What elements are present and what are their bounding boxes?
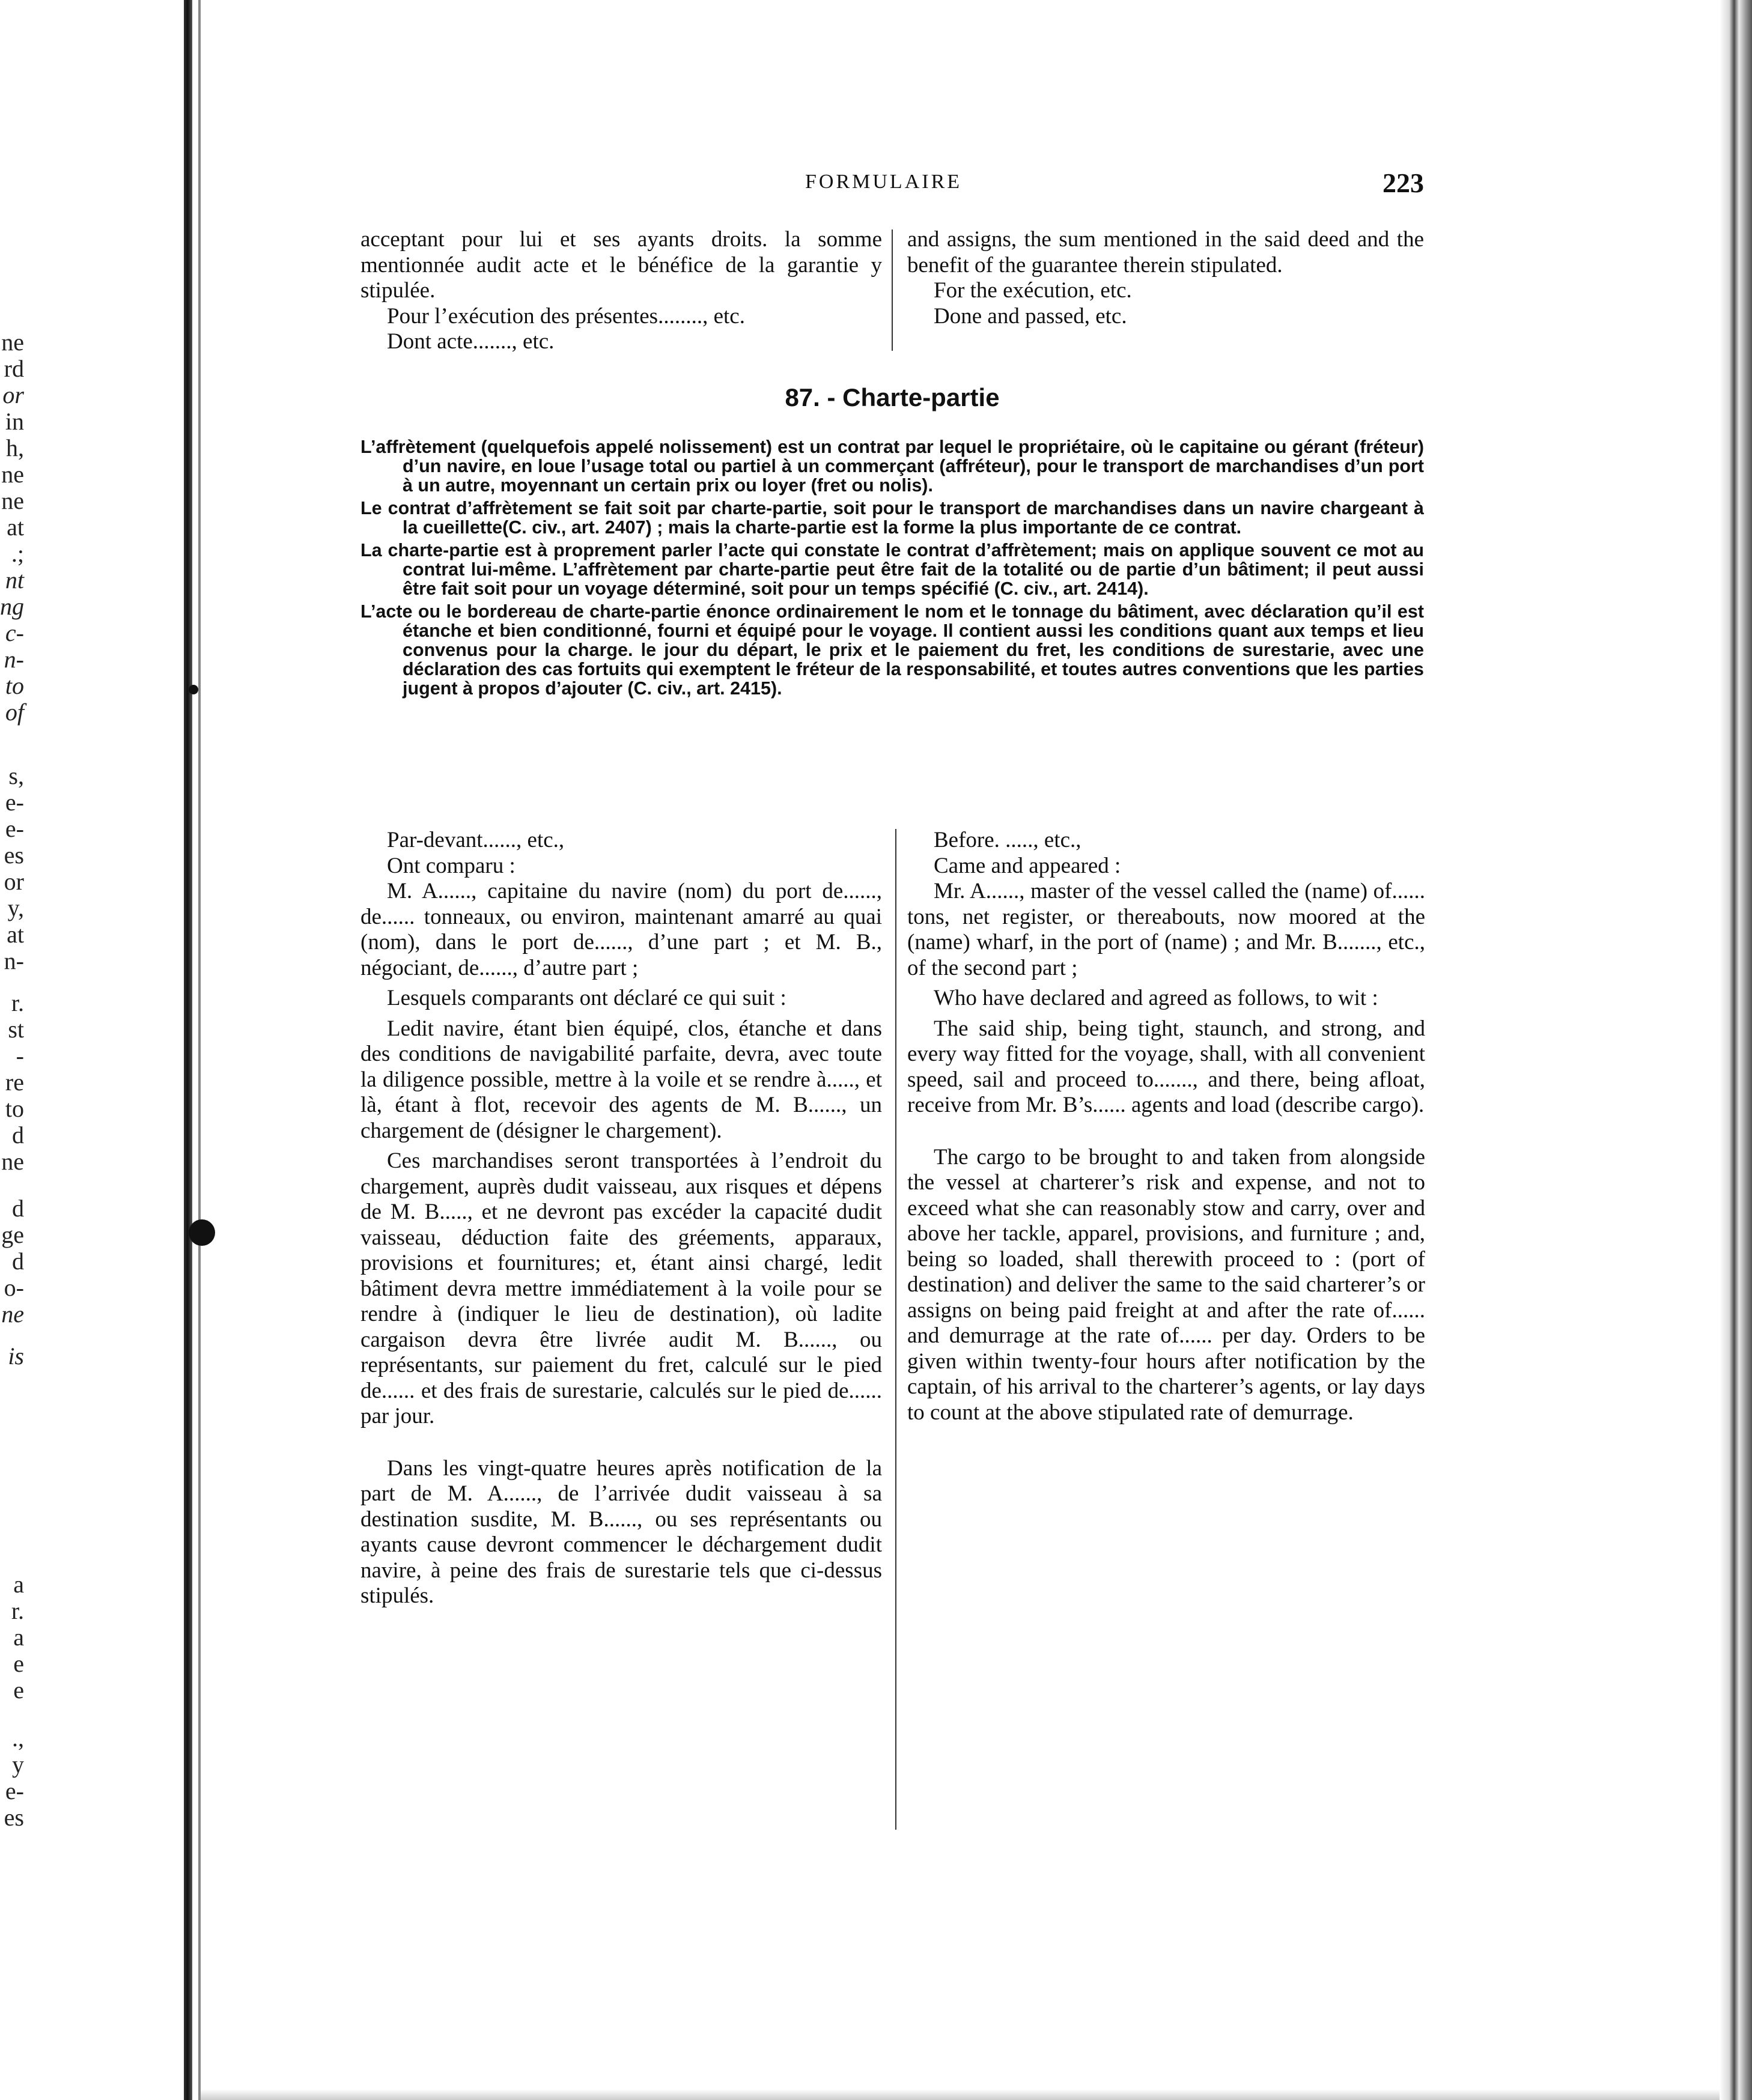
left-margin-fragments-b: s, e- e- es or y, at n-	[4, 762, 24, 974]
page-edge-line	[198, 0, 201, 2100]
top-column-divider	[892, 229, 893, 351]
french-para-6: Ces marchandises seront transportées à l’endroit du chargement, auprès dudit vaisseau, aux risques et dépens de M. B....., et ne devront pas excéder la capacité dudit vaisseau, déduction faite des gréements, apparaux, provisions et fournitures; et, étant ainsi chargé, ledit bâtiment devra mettre immédiatement à la voile pour se rendre à (indiquer le lieu de destination), où ladite cargaison devra être livrée audit M. B......, ou représentants, sur paiement du fret, calculé sur le pied de...... et des frais de surestarie, calculés sur le pied de...... par jour.	[360, 1149, 882, 1428]
english-para-1: Before. ....., etc.,	[934, 828, 1081, 852]
introductory-notes	[360, 437, 1424, 702]
top-english-column	[907, 227, 1424, 329]
english-para-5: The said ship, being tight, staunch, and strong, and every way fitted for the voyage, shall, with all convenient speed, sail and proceed to......., and there, being afloat, receive from Mr. B’s...... agents and load (describe cargo).	[907, 1016, 1425, 1117]
section-number: 87.	[785, 383, 820, 411]
page-header	[360, 168, 1424, 207]
left-margin-fragments-a: ne rd or in h, ne ne at .; nt ng c- n- to of	[0, 329, 24, 726]
form-column-divider	[895, 829, 896, 1830]
top-english-para-3: Done and passed, etc.	[934, 303, 1127, 329]
top-english-para-1: and assigns, the sum mentioned in the said deed and the benefit of the guarantee therein stipulated.	[907, 227, 1424, 278]
french-para-5: Ledit navire, étant bien équipé, clos, étanche et dans des conditions de navigabilité parfaite, devra, avec toute la diligence possible, mettre à la voile et se rendre à....., et là, étant à flot, recevoir des agents de M. B......, un chargement de (désigner le chargement).	[360, 1016, 882, 1143]
english-para-4: Who have declared and agreed as follows, to wit :	[934, 986, 1378, 1010]
top-french-column	[360, 227, 882, 355]
section-title: Charte-partie	[842, 383, 1000, 411]
page-bottom-shadow	[201, 2089, 1720, 2100]
french-para-3: M. A......, capitaine du navire (nom) du port de......, de...... tonneaux, ou environ, maintenant amarré au quai (nom), dans le port de......, d’une part ; et M. B., négociant, de......, d’autre part ;	[360, 879, 882, 980]
left-margin-fragments-d: d ge d o- ne	[1, 1195, 24, 1328]
section-heading: 87. - Charte-partie	[785, 383, 1000, 411]
top-english-para-2: For the exécution, etc.	[934, 278, 1132, 303]
note-paragraph: L’acte ou le bordereau de charte-partie énonce ordinairement le nom et le tonnage du bâtiment, avec déclaration qu’il est étanche et bien conditionné, fourni et équipé pour le voyage. Il contient aussi les conditions quant aux temps et lieu convenus pour la charge. le jour du départ, le prix et le paiement du fret, les conditions de surestarie, avec une déclaration des cas fortuits qui exemptent le fréteur de la responsabilité, et toutes autres conventions que les parties jugent à propos d’ajouter (C. civ., art. 2415).	[360, 601, 1424, 699]
note-paragraph: La charte-partie est à proprement parler l’acte qui constate le contrat d’affrètement; mais on applique souvent ce mot au contrat lui-même. L’affrètement par charte-partie peut être fait de la totalité ou de partie d’un bâtiment; il peut aussi être fait soit pour un voyage déterminé, soit pour un temps spécifié (C. civ., art. 2414).	[360, 540, 1424, 599]
top-french-para-2: Pour l’exécution des présentes........, etc.	[387, 303, 745, 329]
binding-mark	[189, 1219, 215, 1246]
french-para-1: Par-devant......, etc.,	[387, 828, 565, 852]
french-para-2: Ont comparu :	[387, 853, 516, 878]
english-para-6: The cargo to be brought to and taken from alongside the vessel at charterer’s risk and expense, and not to exceed what she can reasonably stow and carry, over and above her tackle, apparel, provisions, and furniture ; and, being so loaded, shall therewith proceed to : (port of destination) and deliver the same to the said charterer’s or assigns on being paid freight at and after the rate of...... and demurrage at the rate of...... per day. Orders to be given within twenty-four hours after notification by the captain, of his arrival to the charterer’s agents, or lay days to count at the above stipulated rate of demurrage.	[907, 1144, 1425, 1425]
binding-hole	[189, 685, 198, 694]
adjacent-page-strip	[0, 0, 191, 2100]
left-margin-fragments-c: r. st - re to d ne	[1, 989, 24, 1175]
book-gutter	[184, 0, 192, 2100]
top-french-para-3: Dont acte......., etc.	[387, 329, 555, 354]
left-margin-fragments-g: ., y e- es	[4, 1725, 24, 1831]
french-form-column	[360, 828, 882, 1609]
left-margin-fragments-e: is	[8, 1343, 24, 1370]
running-head: FORMULAIRE	[805, 171, 963, 193]
french-para-4: Lesquels comparants ont déclaré ce qui suit :	[387, 986, 786, 1010]
english-form-column	[907, 828, 1425, 1425]
english-para-2: Came and appeared :	[934, 853, 1121, 878]
top-french-para-1: acceptant pour lui et ses ayants droits. la somme mentionnée audit acte et le bénéfice de la garantie y stipulée.	[360, 227, 882, 303]
note-paragraph: Le contrat d’affrètement se fait soit par charte-partie, soit pour le transport de marchandises dans un navire chargeant à la cueillette(C. civ., art. 2407) ; mais la charte-partie est la forme la plus importante de ce contrat.	[360, 498, 1424, 538]
page-number: 223	[1382, 168, 1424, 198]
french-para-7: Dans les vingt-quatre heures après notification de la part de M. A......, de l’arrivée dudit vaisseau à sa destination susdite, M. B......, ou ses représentants ou ayants cause devront commencer le déchargement dudit navire, à peine des frais de surestarie tels que ci-dessus stipulés.	[360, 1455, 882, 1608]
book-fore-edge	[1720, 0, 1752, 2100]
left-margin-fragments-f: a r. a e e	[11, 1571, 24, 1704]
english-para-3: Mr. A......, master of the vessel called the (name) of...... tons, net register, or thereabouts, now moored at the (name) wharf, in the port of (name) ; and Mr. B......., etc., of the second part ;	[907, 879, 1425, 980]
note-paragraph: L’affrètement (quelquefois appelé nolissement) est un contrat par lequel le propriétaire, où le capitaine ou gérant (fréteur) d’un navire, en loue l’usage total ou partiel à un commerçant (affréteur), pour le transport de marchandises d’un port à un autre, moyennant un certain prix ou loyer (fret ou nolis).	[360, 437, 1424, 496]
